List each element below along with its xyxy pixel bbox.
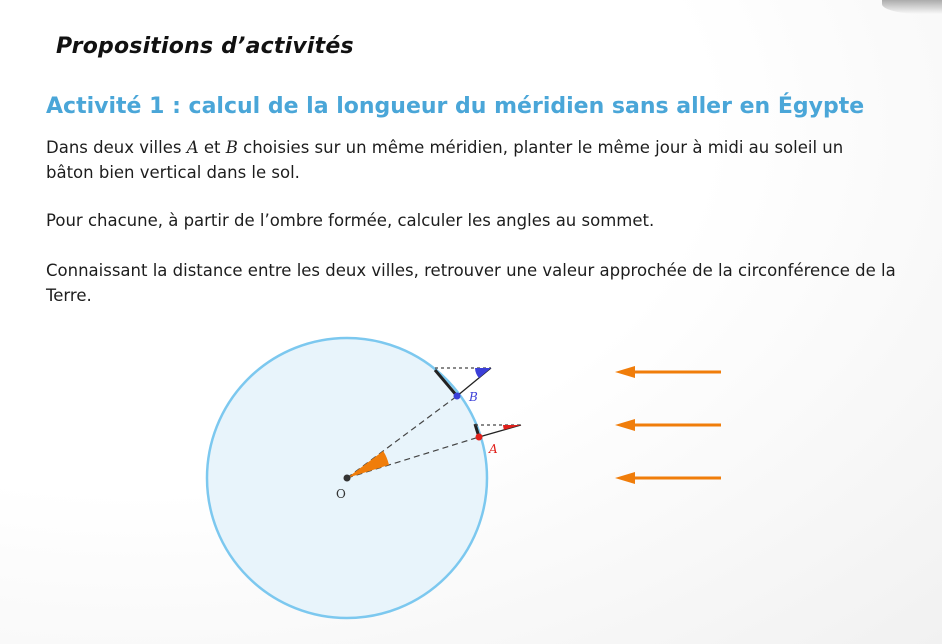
page-title: Propositions d’activités — [56, 34, 354, 59]
instruction-paragraph-1 — [46, 135, 896, 185]
sun-ray-2-arrow-left-icon — [615, 419, 721, 431]
shadow-line-a — [479, 425, 521, 437]
p1-text-1: Dans deux villes — [46, 138, 187, 157]
sun-ray-3-arrow-left-icon — [615, 472, 721, 484]
activity-title: Activité 1 : calcul de la longueur du méridien sans aller en Égypte — [46, 94, 865, 119]
var-a: A — [186, 138, 199, 157]
var-b: B — [225, 138, 238, 157]
angle-a — [503, 425, 521, 430]
label-a: A — [489, 442, 498, 456]
instruction-paragraph-2: Pour chacune, à partir de l’ombre formée, calculer les angles au sommet. — [46, 211, 655, 230]
eratosthenes-figure — [195, 330, 755, 630]
sun-ray-1-arrow-left-icon — [615, 366, 721, 378]
p1-text-3: choisies sur un même méridien, planter le même jour à midi au soleil un bâton bien vertical dans le sol. — [46, 138, 844, 182]
page-corner-shadow — [882, 0, 942, 14]
angle-b — [475, 368, 491, 378]
point-b — [454, 393, 461, 400]
instruction-paragraph-3: Connaissant la distance entre les deux villes, retrouver une valeur approchée de la circonférence de la Terre. — [46, 261, 896, 305]
label-o: O — [336, 487, 346, 501]
eratosthenes-diagram — [195, 330, 755, 630]
point-o — [344, 475, 351, 482]
point-a — [476, 434, 483, 441]
p1-text-2: et — [198, 138, 226, 157]
label-b: B — [469, 390, 478, 404]
